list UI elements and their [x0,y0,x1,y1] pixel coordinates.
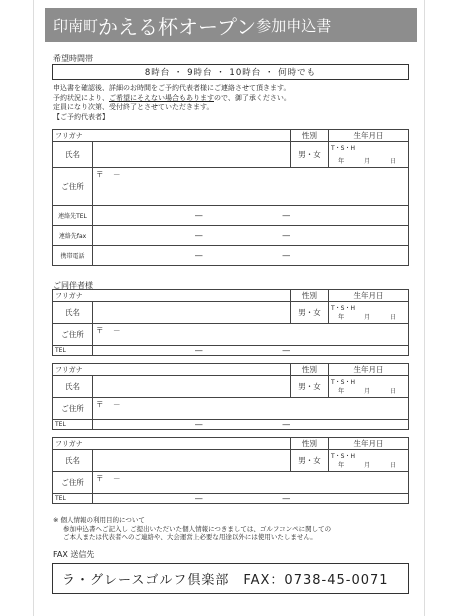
birth-field[interactable] [329,450,409,472]
contact-fax-field[interactable] [93,226,409,246]
tel-dash-1: ― [195,346,203,355]
note-line-2-underlined: ご希望にそえない場合もあります [109,93,214,102]
name-label: 氏名 [53,450,93,472]
tel-dash-2: ― [282,420,290,429]
zip-field [96,169,121,180]
birth-header: 生年月日 [329,130,409,142]
representative-table [52,129,409,266]
tel-field[interactable] [93,346,409,356]
zip-mark: 〒 [96,170,104,179]
note-line-2-pre: 予約状況により、 [53,93,109,102]
sex-header: 性別 [291,364,329,376]
mobile-dash-2: ― [282,251,290,260]
fax-dash-2: ― [282,231,290,240]
address-field[interactable] [93,398,409,420]
ymd-label: 年 月 日 [338,158,405,165]
ymd-label: 年 月 日 [338,314,405,321]
address-label: ご住所 [53,472,93,494]
mobile-field[interactable] [93,246,409,266]
address-label: ご住所 [53,324,93,346]
tel-field[interactable] [93,494,409,504]
footnote-line-3: ご本人または代表者へのご連絡や、大会運営上必要な用途以外には使用いたしません。 [63,533,317,541]
name-field[interactable] [93,142,291,168]
birth-field[interactable] [329,376,409,398]
era-label: T・S・H [331,305,355,312]
fax-label: FAX 送信先 [53,550,95,559]
zip-dash: － [113,326,121,335]
sex-header: 性別 [291,130,329,142]
era-label: T・S・H [331,453,355,460]
title-suffix: 参加申込書 [256,16,332,35]
birth-header: 生年月日 [329,438,409,450]
fax-destination-box [52,563,409,594]
footnote-line-2: 参加申込書へご記入し ご提出いただいた個人情報につきましては、ゴルフコンペに関しての [63,524,332,533]
address-field[interactable] [93,472,409,494]
sex-header: 性別 [291,290,329,302]
address-field[interactable] [93,168,409,206]
time-options-box[interactable] [52,64,409,80]
name-field[interactable] [93,376,291,398]
sex-select[interactable]: 男・女 [291,376,329,398]
form-title [45,8,417,42]
zip-dash: － [113,474,121,483]
tel-label: TEL [53,346,93,356]
furigana-label: フリガナ [53,364,291,376]
tel-field[interactable] [93,420,409,430]
ymd-label: 年 月 日 [338,462,405,469]
note-line-2 [53,94,291,104]
furigana-label: フリガナ [53,130,291,142]
sex-header: 性別 [291,438,329,450]
companions-label: ご同伴者様 [53,281,93,290]
birth-header: 生年月日 [329,290,409,302]
zip-dash: － [113,170,121,179]
title-main: かえる杯オープン [98,14,257,39]
footnote-line-1: ※ 個人情報の利用目的について [53,516,145,524]
era-label: T・S・H [331,145,355,152]
fax-destination: ラ・グレースゴルフ倶楽部 FAX：0738-45-0071 [62,573,389,588]
tel-dash-1: ― [195,494,203,503]
name-label: 氏名 [53,142,93,168]
privacy-footnote [53,516,331,542]
address-label: ご住所 [53,168,93,206]
zip-field [96,473,121,484]
note-line-3: 定員になり次第、受付終了とさせていただきます。 [53,103,214,111]
birth-field[interactable] [329,142,409,168]
notes-block [53,84,291,122]
contact-fax-label: 連絡先fax [53,226,93,246]
zip-mark: 〒 [96,326,104,335]
note-line-2-post: ので、御了承ください。 [214,93,291,102]
name-field[interactable] [93,450,291,472]
address-field[interactable] [93,324,409,346]
contact-tel-label: 連絡先TEL [53,206,93,226]
zip-field [96,325,121,336]
tel-dash-2: ― [282,211,290,220]
time-options: 8時台 ・ 9時台 ・ 10時台 ・ 何時でも [144,68,317,78]
ymd-label: 年 月 日 [338,388,405,395]
tel-dash-1: ― [195,420,203,429]
tel-label: TEL [53,494,93,504]
name-field[interactable] [93,302,291,324]
companion-table-3 [52,437,409,504]
contact-tel-field[interactable] [93,206,409,226]
title-prefix: 印南町 [53,16,99,35]
zip-dash: － [113,400,121,409]
tel-dash-2: ― [282,494,290,503]
name-label: 氏名 [53,302,93,324]
sex-select[interactable]: 男・女 [291,142,329,168]
fax-dash-1: ― [195,231,203,240]
zip-mark: 〒 [96,474,104,483]
birth-field[interactable] [329,302,409,324]
zip-field [96,399,121,410]
tel-dash-1: ― [195,211,203,220]
birth-header: 生年月日 [329,364,409,376]
companion-table-2 [52,363,409,430]
mobile-label: 携帯電話 [53,246,93,266]
sex-select[interactable]: 男・女 [291,450,329,472]
companion-table-1 [52,289,409,356]
furigana-label: フリガナ [53,290,291,302]
name-label: 氏名 [53,376,93,398]
zip-mark: 〒 [96,400,104,409]
note-line-1: 申込書を確認後、詳細のお時間をご予約代表者様にご連絡させて頂きます。 [53,84,291,92]
representative-label: 【ご予約代表者】 [53,112,109,121]
era-label: T・S・H [331,379,355,386]
sex-select[interactable]: 男・女 [291,302,329,324]
tel-label: TEL [53,420,93,430]
time-section-label: 希望時間帯 [53,54,93,63]
furigana-label: フリガナ [53,438,291,450]
mobile-dash-1: ― [195,251,203,260]
address-label: ご住所 [53,398,93,420]
tel-dash-2: ― [282,346,290,355]
